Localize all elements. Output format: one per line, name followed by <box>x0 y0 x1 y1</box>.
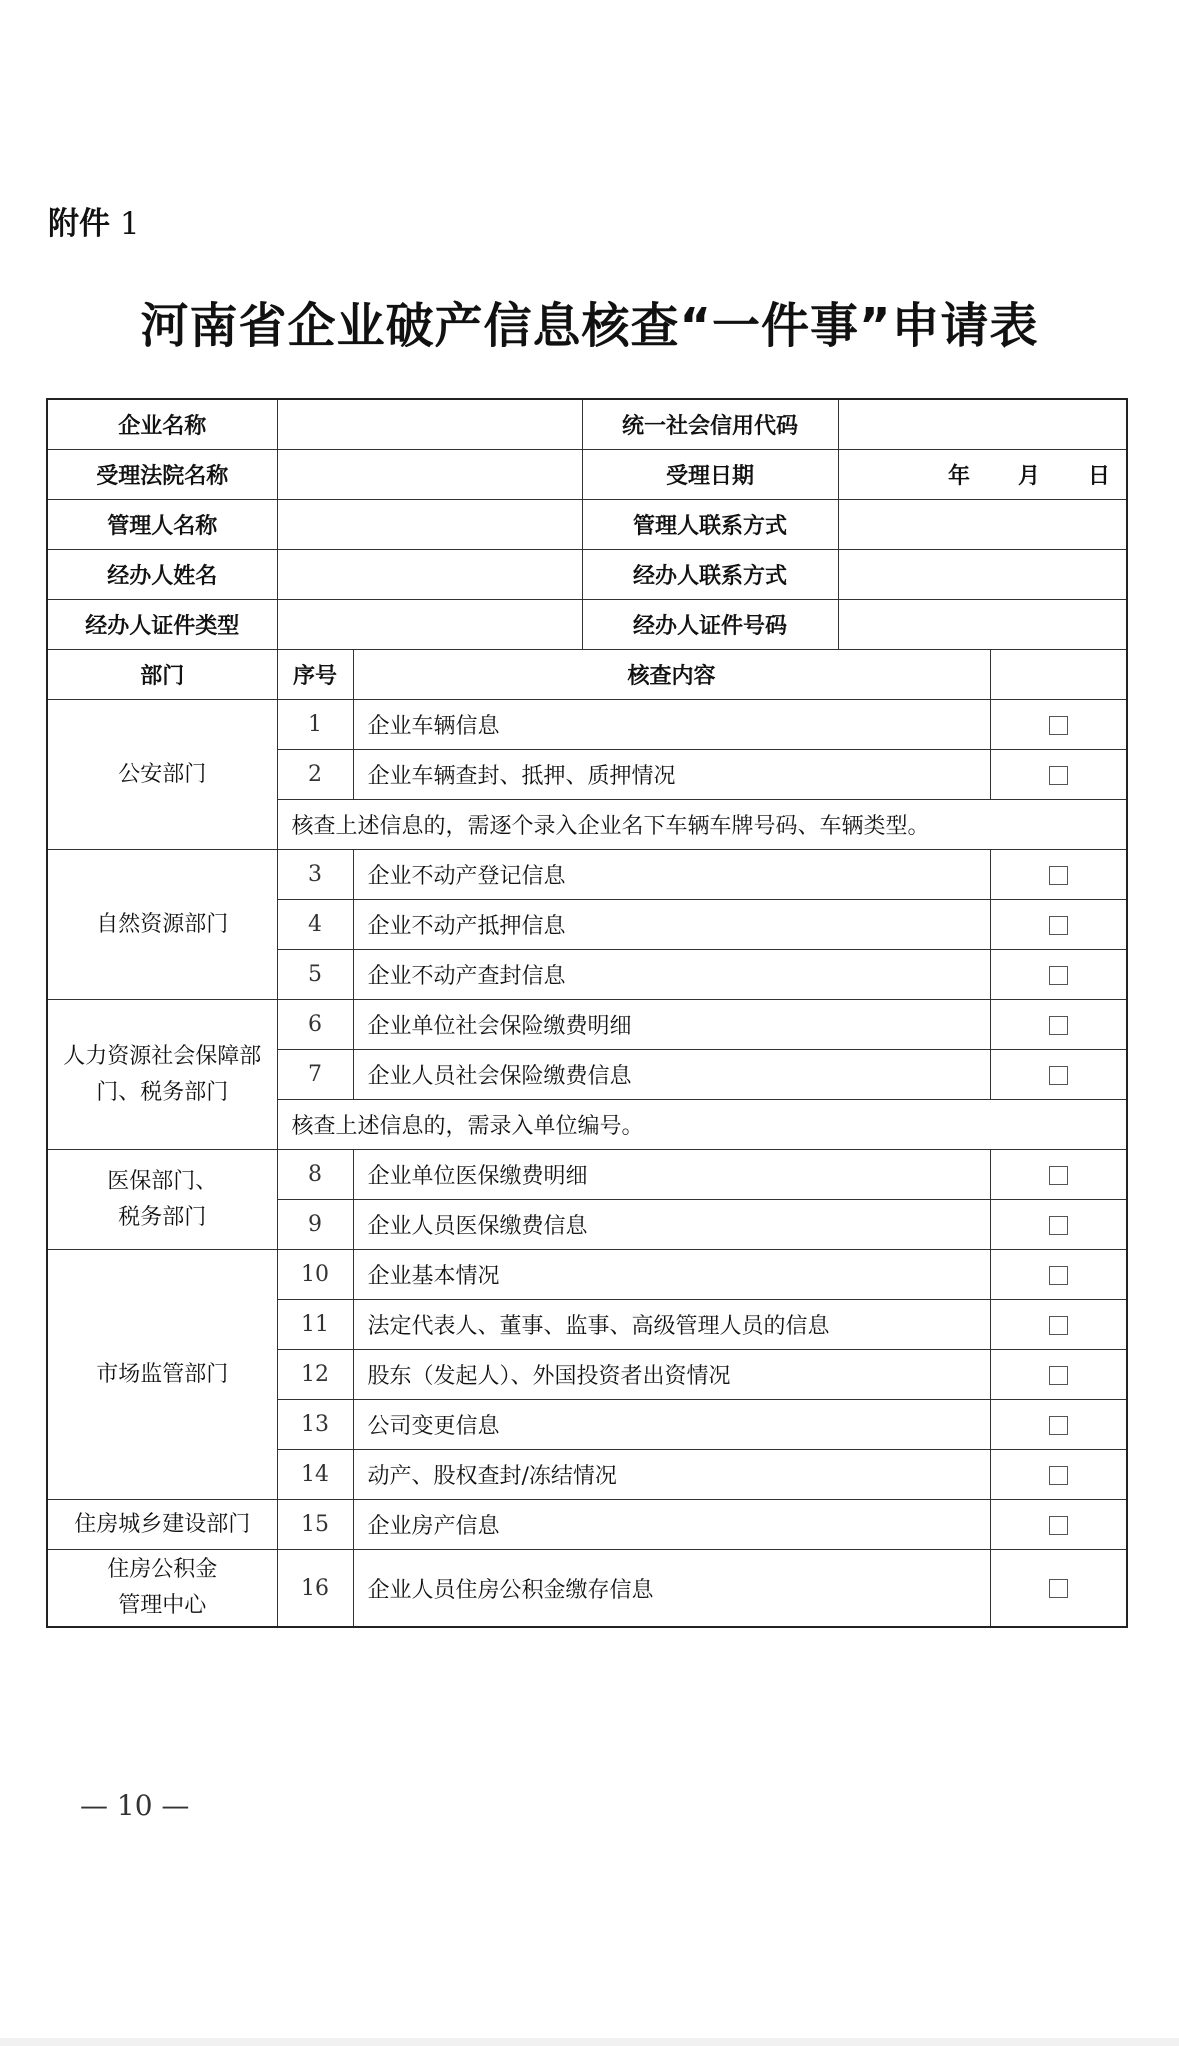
item-checkbox[interactable] <box>990 1150 1127 1200</box>
info-row <box>47 500 1127 550</box>
field-label: 经办人证件类型 <box>47 600 277 650</box>
item-content: 企业人员住房公积金缴存信息 <box>353 1550 990 1628</box>
checkbox-icon[interactable] <box>1049 1366 1068 1385</box>
note-text: 核查上述信息的，需逐个录入企业名下车辆车牌号码、车辆类型。 <box>277 800 1127 850</box>
item-checkbox[interactable] <box>990 1500 1127 1550</box>
item-content: 公司变更信息 <box>353 1400 990 1450</box>
item-number: 13 <box>277 1400 353 1450</box>
info-row <box>47 550 1127 600</box>
info-row <box>47 450 1127 500</box>
table-row <box>47 700 1127 750</box>
department-cell <box>47 1150 277 1250</box>
department-cell: 公安部门 <box>47 700 277 850</box>
checkbox-icon[interactable] <box>1049 1316 1068 1335</box>
field-label: 受理日期 <box>582 450 838 500</box>
item-number: 4 <box>277 900 353 950</box>
table-row <box>47 1500 1127 1550</box>
item-number: 3 <box>277 850 353 900</box>
field-label: 管理人联系方式 <box>582 500 838 550</box>
item-number: 12 <box>277 1350 353 1400</box>
item-content: 企业不动产登记信息 <box>353 850 990 900</box>
table-row <box>47 1250 1127 1300</box>
item-number: 2 <box>277 750 353 800</box>
department-cell: 市场监管部门 <box>47 1250 277 1500</box>
item-number: 9 <box>277 1200 353 1250</box>
field-label: 受理法院名称 <box>47 450 277 500</box>
field-label: 经办人证件号码 <box>582 600 838 650</box>
department-name: 人力资源社会保障部门、税务部门 <box>63 1043 262 1105</box>
item-content: 企业不动产查封信息 <box>353 950 990 1000</box>
checkbox-icon[interactable] <box>1049 716 1068 735</box>
item-checkbox[interactable] <box>990 1250 1127 1300</box>
item-checkbox[interactable] <box>990 950 1127 1000</box>
item-content: 股东（发起人）、外国投资者出资情况 <box>353 1350 990 1400</box>
field-label: 统一社会信用代码 <box>582 399 838 450</box>
info-row <box>47 600 1127 650</box>
table-row <box>47 850 1127 900</box>
item-checkbox[interactable] <box>990 1000 1127 1050</box>
checkbox-icon[interactable] <box>1049 1266 1068 1285</box>
item-number: 10 <box>277 1250 353 1300</box>
item-content: 企业车辆查封、抵押、质押情况 <box>353 750 990 800</box>
item-number: 5 <box>277 950 353 1000</box>
item-checkbox[interactable] <box>990 1300 1127 1350</box>
item-checkbox[interactable] <box>990 1350 1127 1400</box>
item-checkbox[interactable] <box>990 1450 1127 1500</box>
item-number: 6 <box>277 1000 353 1050</box>
handler-contact-field[interactable] <box>838 550 1127 600</box>
department-cell: 自然资源部门 <box>47 850 277 1000</box>
department-cell <box>47 1550 277 1628</box>
column-header-content: 核查内容 <box>353 650 990 700</box>
item-content: 企业不动产抵押信息 <box>353 900 990 950</box>
item-content: 企业人员医保缴费信息 <box>353 1200 990 1250</box>
item-content: 企业人员社会保险缴费信息 <box>353 1050 990 1100</box>
item-number: 8 <box>277 1150 353 1200</box>
item-content: 企业单位医保缴费明细 <box>353 1150 990 1200</box>
checkbox-icon[interactable] <box>1049 1579 1068 1598</box>
item-content: 法定代表人、董事、监事、高级管理人员的信息 <box>353 1300 990 1350</box>
field-label: 企业名称 <box>47 399 277 450</box>
checkbox-icon[interactable] <box>1049 1216 1068 1235</box>
field-label: 经办人姓名 <box>47 550 277 600</box>
bottom-edge <box>0 2038 1179 2046</box>
item-checkbox[interactable] <box>990 1550 1127 1628</box>
item-content: 企业房产信息 <box>353 1500 990 1550</box>
administrator-name-field[interactable] <box>277 500 582 550</box>
application-form-table <box>46 398 1128 1628</box>
table-row <box>47 1550 1127 1628</box>
item-checkbox[interactable] <box>990 750 1127 800</box>
item-content: 企业车辆信息 <box>353 700 990 750</box>
handler-id-type-field[interactable] <box>277 600 582 650</box>
field-label: 经办人联系方式 <box>582 550 838 600</box>
checkbox-icon[interactable] <box>1049 1066 1068 1085</box>
item-checkbox[interactable] <box>990 1050 1127 1100</box>
checkbox-icon[interactable] <box>1049 866 1068 885</box>
department-cell: 住房城乡建设部门 <box>47 1500 277 1550</box>
field-label: 管理人名称 <box>47 500 277 550</box>
item-number: 16 <box>277 1550 353 1628</box>
checkbox-icon[interactable] <box>1049 1416 1068 1435</box>
handler-id-number-field[interactable] <box>838 600 1127 650</box>
checkbox-icon[interactable] <box>1049 1166 1068 1185</box>
page-number: — 10 — <box>80 1789 190 1822</box>
item-number: 15 <box>277 1500 353 1550</box>
item-content: 企业单位社会保险缴费明细 <box>353 1000 990 1050</box>
column-header-dept: 部门 <box>47 650 277 700</box>
administrator-contact-field[interactable] <box>838 500 1127 550</box>
item-checkbox[interactable] <box>990 700 1127 750</box>
checkbox-icon[interactable] <box>1049 1466 1068 1485</box>
checkbox-icon[interactable] <box>1049 916 1068 935</box>
handler-name-field[interactable] <box>277 550 582 600</box>
checkbox-icon[interactable] <box>1049 1016 1068 1035</box>
acceptance-date-field[interactable]: 年 月 日 <box>838 450 1127 500</box>
item-checkbox[interactable] <box>990 1200 1127 1250</box>
table-row <box>47 1000 1127 1050</box>
column-header-num: 序号 <box>277 650 353 700</box>
department-cell <box>47 1000 277 1150</box>
credit-code-field[interactable] <box>838 399 1127 450</box>
department-name: 住房公积金管理中心 <box>107 1557 218 1618</box>
note-text: 核查上述信息的，需录入单位编号。 <box>277 1100 1127 1150</box>
info-row <box>47 399 1127 450</box>
checkbox-icon[interactable] <box>1049 766 1068 785</box>
checkbox-icon[interactable] <box>1049 1516 1068 1535</box>
item-checkbox[interactable] <box>990 850 1127 900</box>
item-checkbox[interactable] <box>990 1400 1127 1450</box>
checkbox-icon[interactable] <box>1049 966 1068 985</box>
table-row <box>47 1150 1127 1200</box>
form-title: 河南省企业破产信息核查“一件事”申请表 <box>140 298 1039 354</box>
item-number: 11 <box>277 1300 353 1350</box>
item-number: 14 <box>277 1450 353 1500</box>
attachment-label: 附件 1 <box>48 206 140 242</box>
header-row <box>47 650 1127 700</box>
column-header-check <box>990 650 1127 700</box>
company-name-field[interactable] <box>277 399 582 450</box>
item-content: 动产、股权查封/冻结情况 <box>353 1450 990 1500</box>
item-checkbox[interactable] <box>990 900 1127 950</box>
department-name: 医保部门、税务部门 <box>107 1168 218 1230</box>
item-number: 1 <box>277 700 353 750</box>
item-number: 7 <box>277 1050 353 1100</box>
item-content: 企业基本情况 <box>353 1250 990 1300</box>
court-name-field[interactable] <box>277 450 582 500</box>
